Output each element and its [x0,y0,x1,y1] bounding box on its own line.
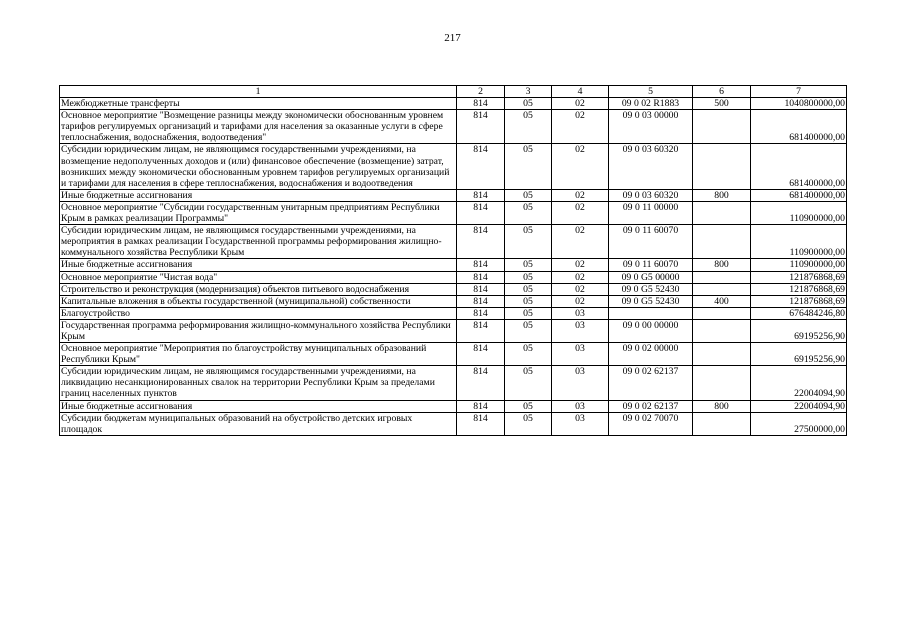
admin-code-cell: 814 [457,201,505,224]
subsection-code-cell: 03 [552,412,609,435]
table-row [60,110,847,144]
section-code-cell: 05 [505,201,552,224]
admin-code-cell: 814 [457,400,505,412]
target-article-cell: 09 0 G5 00000 [609,271,693,283]
admin-code-cell: 814 [457,295,505,307]
admin-code-cell: 814 [457,366,505,400]
amount-cell: 110900000,00 [751,201,847,224]
header-cell: 2 [457,86,505,98]
header-cell: 5 [609,86,693,98]
row-name-cell: Субсидии юридическим лицам, не являющимся государственными учреждениями, на ликвидацию несанкционированных свалок на территории Республики Крым за пределами границ населенных пунктов [60,366,457,400]
subsection-code-cell: 03 [552,343,609,366]
row-name-cell: Иные бюджетные ассигнования [60,189,457,201]
subsection-code-cell: 03 [552,400,609,412]
target-article-cell: 09 0 02 R1883 [609,98,693,110]
section-code-cell: 05 [505,412,552,435]
amount-cell: 681400000,00 [751,144,847,189]
row-name-cell: Межбюджетные трансферты [60,98,457,110]
table-row [60,307,847,319]
target-article-cell: 09 0 03 00000 [609,110,693,144]
expense-type-cell [693,307,751,319]
table-row [60,400,847,412]
table-row [60,412,847,435]
expense-type-cell: 800 [693,259,751,271]
target-article-cell: 09 0 02 62137 [609,366,693,400]
expense-type-cell [693,225,751,259]
header-cell: 6 [693,86,751,98]
subsection-code-cell: 02 [552,259,609,271]
admin-code-cell: 814 [457,189,505,201]
table-row [60,189,847,201]
expense-type-cell [693,366,751,400]
expense-type-cell: 400 [693,295,751,307]
row-name-cell: Основное мероприятие "Чистая вода" [60,271,457,283]
expense-type-cell [693,110,751,144]
amount-cell: 110900000,00 [751,259,847,271]
subsection-code-cell: 02 [552,201,609,224]
subsection-code-cell: 03 [552,319,609,342]
row-name-cell: Благоустройство [60,307,457,319]
target-article-cell: 09 0 02 62137 [609,400,693,412]
target-article-cell: 09 0 03 60320 [609,189,693,201]
admin-code-cell: 814 [457,283,505,295]
row-name-cell: Основное мероприятие "Субсидии государственным унитарным предприятиям Республики Крым в рамках реализации Программы" [60,201,457,224]
section-code-cell: 05 [505,110,552,144]
target-article-cell: 09 0 G5 52430 [609,283,693,295]
amount-cell: 676484246,80 [751,307,847,319]
target-article-cell: 09 0 03 60320 [609,144,693,189]
page-number: 217 [444,32,461,44]
subsection-code-cell: 02 [552,144,609,189]
subsection-code-cell: 02 [552,295,609,307]
budget-table [59,85,847,436]
target-article-cell: 09 0 G5 52430 [609,295,693,307]
section-code-cell: 05 [505,98,552,110]
target-article-cell: 09 0 11 00000 [609,201,693,224]
amount-cell: 110900000,00 [751,225,847,259]
admin-code-cell: 814 [457,319,505,342]
section-code-cell: 05 [505,343,552,366]
amount-cell: 1040800000,00 [751,98,847,110]
amount-cell: 121876868,69 [751,283,847,295]
amount-cell: 69195256,90 [751,343,847,366]
row-name-cell: Основное мероприятие "Мероприятия по благоустройству муниципальных образований Республики Крым" [60,343,457,366]
amount-cell: 121876868,69 [751,271,847,283]
admin-code-cell: 814 [457,412,505,435]
expense-type-cell [693,319,751,342]
subsection-code-cell: 03 [552,307,609,319]
subsection-code-cell: 02 [552,271,609,283]
target-article-cell: 09 0 11 60070 [609,259,693,271]
amount-cell: 69195256,90 [751,319,847,342]
subsection-code-cell: 03 [552,366,609,400]
header-cell: 4 [552,86,609,98]
subsection-code-cell: 02 [552,283,609,295]
row-name-cell: Субсидии юридическим лицам, не являющимся государственными учреждениями, на мероприятия в рамках реализации Государственной программы реформирования жилищно-коммунального хозяйства Республики Крым [60,225,457,259]
section-code-cell: 05 [505,283,552,295]
table-row [60,98,847,110]
expense-type-cell [693,343,751,366]
table-row [60,295,847,307]
section-code-cell: 05 [505,400,552,412]
subsection-code-cell: 02 [552,110,609,144]
amount-cell: 121876868,69 [751,295,847,307]
expense-type-cell: 500 [693,98,751,110]
amount-cell: 681400000,00 [751,189,847,201]
header-row [60,86,847,98]
section-code-cell: 05 [505,144,552,189]
row-name-cell: Государственная программа реформирования жилищно-коммунального хозяйства Республики Крым [60,319,457,342]
table-row [60,144,847,189]
section-code-cell: 05 [505,271,552,283]
admin-code-cell: 814 [457,259,505,271]
section-code-cell: 05 [505,225,552,259]
amount-cell: 681400000,00 [751,110,847,144]
amount-cell: 22004094,90 [751,400,847,412]
admin-code-cell: 814 [457,307,505,319]
row-name-cell: Иные бюджетные ассигнования [60,400,457,412]
admin-code-cell: 814 [457,225,505,259]
section-code-cell: 05 [505,319,552,342]
expense-type-cell [693,283,751,295]
row-name-cell: Капитальные вложения в объекты государственной (муниципальной) собственности [60,295,457,307]
target-article-cell [609,307,693,319]
table-row [60,271,847,283]
target-article-cell: 09 0 00 00000 [609,319,693,342]
row-name-cell: Иные бюджетные ассигнования [60,259,457,271]
table-row [60,225,847,259]
section-code-cell: 05 [505,295,552,307]
target-article-cell: 09 0 11 60070 [609,225,693,259]
table-row [60,343,847,366]
target-article-cell: 09 0 02 00000 [609,343,693,366]
subsection-code-cell: 02 [552,189,609,201]
table-row [60,319,847,342]
subsection-code-cell: 02 [552,225,609,259]
amount-cell: 27500000,00 [751,412,847,435]
section-code-cell: 05 [505,307,552,319]
target-article-cell: 09 0 02 70070 [609,412,693,435]
expense-type-cell [693,201,751,224]
section-code-cell: 05 [505,366,552,400]
section-code-cell: 05 [505,189,552,201]
admin-code-cell: 814 [457,144,505,189]
table-row [60,259,847,271]
admin-code-cell: 814 [457,343,505,366]
row-name-cell: Субсидии юридическим лицам, не являющимся государственными учреждениями, на возмещение недополученных доходов и (или) финансовое обеспечение (возмещение) затрат, возникших между экономически обоснованным уровнем тарифов регулируемых организаций и тарифами для населения в сфере теплоснабжения, водоснабжения и водоотведения [60,144,457,189]
row-name-cell: Строительство и реконструкция (модернизация) объектов питьевого водоснабжения [60,283,457,295]
header-cell: 7 [751,86,847,98]
expense-type-cell [693,412,751,435]
table-row [60,366,847,400]
subsection-code-cell: 02 [552,98,609,110]
row-name-cell: Субсидии бюджетам муниципальных образований на обустройство детских игровых площадок [60,412,457,435]
header-cell: 1 [60,86,457,98]
row-name-cell: Основное мероприятие "Возмещение разницы между экономически обоснованным уровнем тарифов регулируемых организаций и тарифами для населения за оказанные услуги в сфере теплоснабжения, водоснабжения, водоотведения" [60,110,457,144]
expense-type-cell: 800 [693,189,751,201]
admin-code-cell: 814 [457,271,505,283]
expense-type-cell [693,271,751,283]
amount-cell: 22004094,90 [751,366,847,400]
admin-code-cell: 814 [457,110,505,144]
expense-type-cell: 800 [693,400,751,412]
header-cell: 3 [505,86,552,98]
admin-code-cell: 814 [457,98,505,110]
table-row [60,201,847,224]
expense-type-cell [693,144,751,189]
section-code-cell: 05 [505,259,552,271]
table-row [60,283,847,295]
